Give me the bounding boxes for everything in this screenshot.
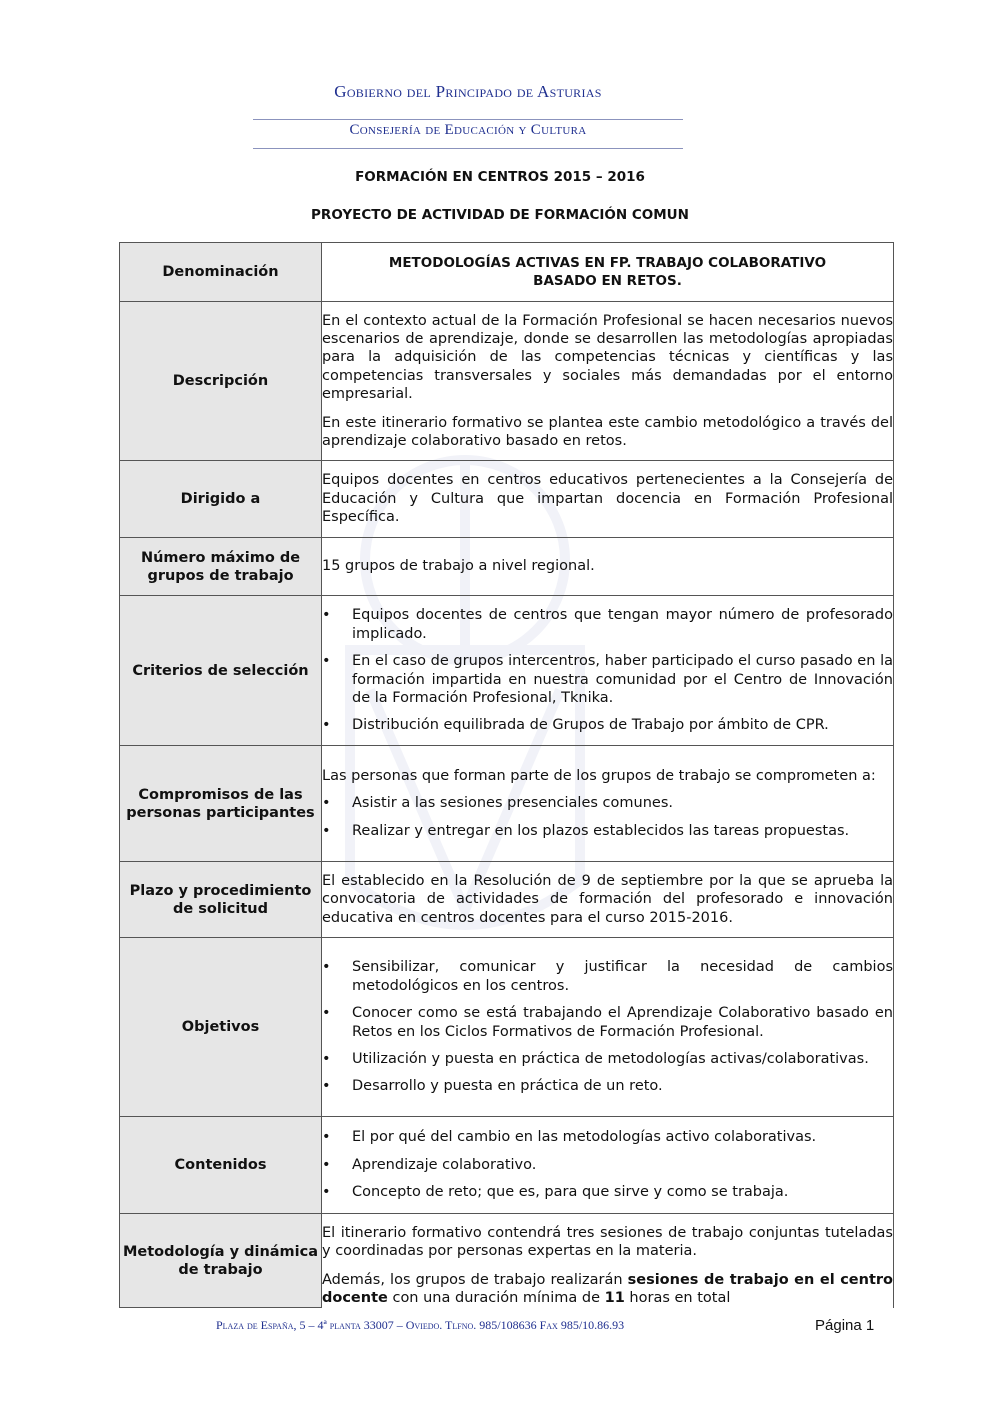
objetivos-list	[322, 958, 893, 1095]
footer-address: Plaza de España, 5 – 4ª planta 33007 – Oviedo. Tlfno. 985/108636 Fax 985/10.86.93	[216, 1318, 625, 1332]
list-item: • Realizar y entregar en los plazos establecidos las tareas propuestas.	[322, 822, 893, 840]
page-number: Página 1	[815, 1317, 875, 1334]
row-metodologia	[120, 1214, 894, 1308]
list-item: • Concepto de reto; que es, para que sirve y como se trabaja.	[322, 1183, 893, 1201]
list-item: • Asistir a las sesiones presenciales comunes.	[322, 794, 893, 812]
row-objetivos	[120, 938, 894, 1117]
document-subtitle: PROYECTO DE ACTIVIDAD DE FORMACIÓN COMUN	[311, 207, 689, 223]
value-contenidos	[322, 1117, 894, 1214]
value-compromisos	[322, 746, 894, 862]
value-metodologia	[322, 1214, 894, 1308]
label-denominacion: Denominación	[120, 243, 322, 302]
header-rule-top	[253, 119, 683, 120]
label-numero-grupos: Número máximo de grupos de trabajo	[120, 538, 322, 596]
denominacion-line2: BASADO EN RETOS.	[533, 273, 682, 289]
list-item: • Desarrollo y puesta en práctica de un reto.	[322, 1077, 893, 1095]
row-compromisos	[120, 746, 894, 862]
contenidos-list	[322, 1128, 893, 1201]
descripcion-paragraph: En este itinerario formativo se plantea este cambio metodológico a través del aprendizaje colaborativo basado en retos.	[322, 414, 893, 450]
list-item: • Sensibilizar, comunicar y justificar la necesidad de cambios metodológicos en los centros.	[322, 958, 893, 995]
criterios-list	[322, 606, 893, 734]
list-item: • Distribución equilibrada de Grupos de Trabajo por ámbito de CPR.	[322, 716, 893, 734]
value-denominacion	[322, 243, 894, 302]
department-name: Consejería de Educación y Cultura	[349, 122, 587, 138]
text-span: Además, los grupos de trabajo realizarán	[322, 1271, 628, 1288]
compromisos-intro: Las personas que forman parte de los grupos de trabajo se comprometen a:	[322, 767, 876, 784]
label-compromisos: Compromisos de las personas participantes	[120, 746, 322, 862]
row-dirigido	[120, 461, 894, 538]
row-numero-grupos	[120, 538, 894, 596]
denominacion-line1: METODOLOGÍAS ACTIVAS EN FP. TRABAJO COLABORATIVO	[388, 255, 827, 271]
text-span: horas en total	[624, 1290, 731, 1307]
label-plazo: Plazo y procedimiento de solicitud	[120, 862, 322, 938]
row-criterios	[120, 596, 894, 746]
list-item: • El por qué del cambio en las metodologías activo colaborativas.	[322, 1128, 893, 1146]
label-criterios: Criterios de selección	[120, 596, 322, 746]
row-denominacion	[120, 243, 894, 302]
value-objetivos	[322, 938, 894, 1117]
row-plazo	[120, 862, 894, 938]
label-metodologia: Metodología y dinámica de trabajo	[120, 1214, 322, 1308]
list-item: • Equipos docentes de centros que tengan mayor número de profesorado implicado.	[322, 606, 893, 643]
bold-span: sesiones de trabajo en el centro docente	[322, 1271, 893, 1307]
government-name: Gobierno del Principado de Asturias	[334, 82, 602, 101]
label-contenidos: Contenidos	[120, 1117, 322, 1214]
document-title: FORMACIÓN EN CENTROS 2015 – 2016	[355, 169, 645, 185]
list-item: • Utilización y puesta en práctica de metodologías activas/colaborativas.	[322, 1050, 893, 1068]
metodologia-paragraph: El itinerario formativo contendrá tres sesiones de trabajo conjuntas tuteladas y coordinadas por personas expertas en la materia.	[322, 1225, 893, 1260]
label-descripcion: Descripción	[120, 302, 322, 461]
list-item: • En el caso de grupos intercentros, haber participado el curso pasado en la formación impartida en nuestra comunidad por el Centro de Innovación de la Formación Profesional, Tknika.	[322, 652, 893, 707]
label-dirigido: Dirigido a	[120, 461, 322, 538]
value-numero-grupos: 15 grupos de trabajo a nivel regional.	[322, 538, 894, 596]
text-span: con una duración mínima de	[387, 1290, 605, 1307]
metodologia-paragraph	[322, 1271, 893, 1308]
project-table	[119, 242, 894, 1308]
value-descripcion	[322, 302, 894, 461]
descripcion-paragraph: En el contexto actual de la Formación Profesional se hacen necesarios nuevos escenarios de aprendizaje, donde se desarrollen las metodologías apropiadas para la adquisición de las competencias técnicas y científicas y las competencias transversales y sociales más demandadas por el entorno empresarial.	[322, 312, 893, 403]
row-contenidos	[120, 1117, 894, 1214]
header-rule-bottom	[253, 148, 683, 149]
value-dirigido: Equipos docentes en centros educativos pertenecientes a la Consejería de Educación y Cultura que impartan docencia en Formación Profesional Específica.	[322, 461, 894, 538]
value-criterios	[322, 596, 894, 746]
value-plazo: El establecido en la Resolución de 9 de septiembre por la que se aprueba la convocatoria de actividades de formación del profesorado e innovación educativa en centros docentes para el curso 2015-2016.	[322, 862, 894, 938]
row-descripcion	[120, 302, 894, 461]
label-objetivos: Objetivos	[120, 938, 322, 1117]
list-item: • Conocer como se está trabajando el Aprendizaje Colaborativo basado en Retos en los Ciclos Formativos de Formación Profesional.	[322, 1004, 893, 1041]
compromisos-list	[322, 794, 893, 840]
list-item: • Aprendizaje colaborativo.	[322, 1156, 893, 1174]
bold-span: 11	[604, 1290, 625, 1307]
